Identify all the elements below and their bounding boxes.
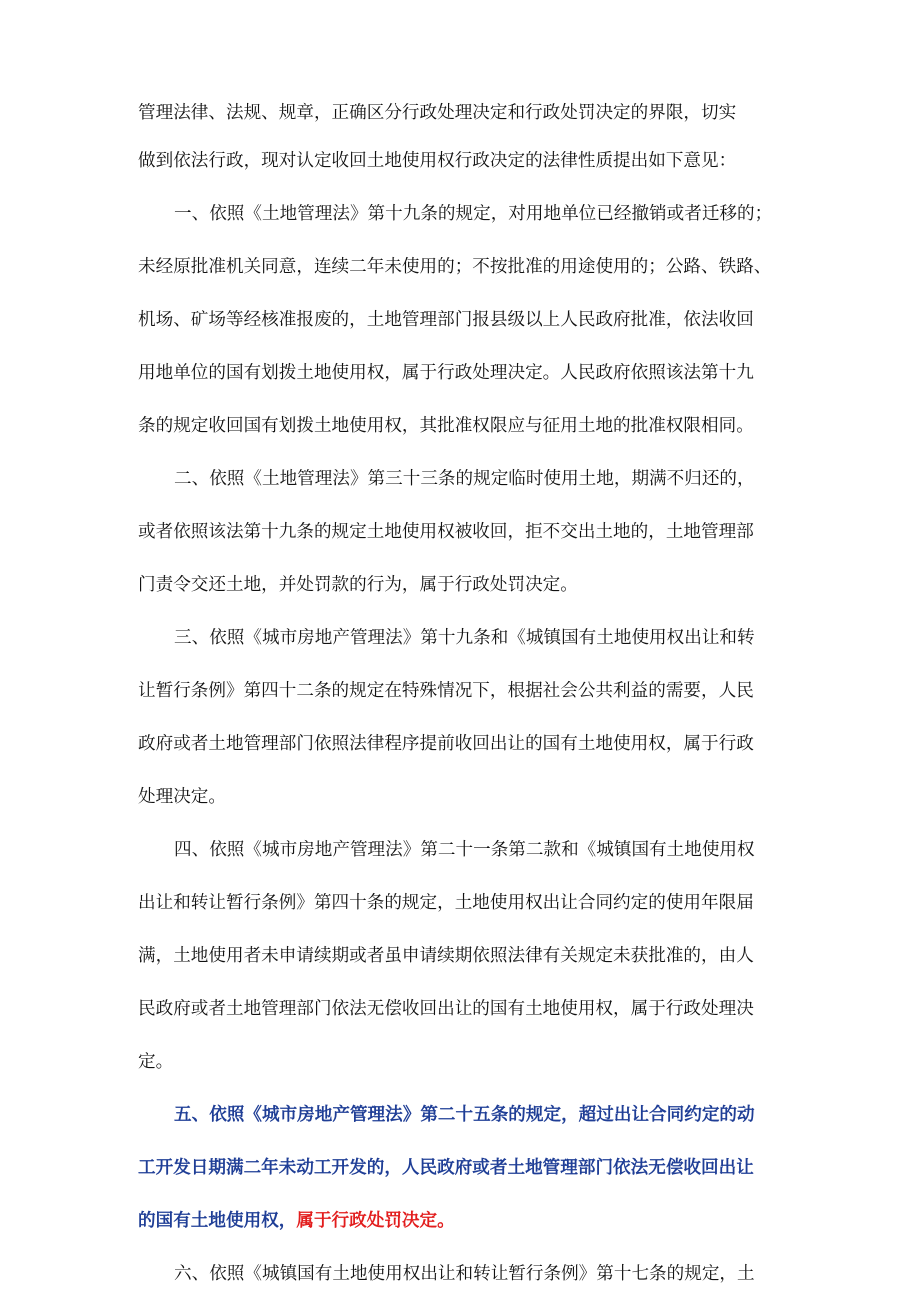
p4-line-4: 民政府或者土地管理部门依法无偿收回出让的国有土地使用权，属于行政处理决 <box>138 999 754 1019</box>
intro-line-1: 管理法律、法规、规章，正确区分行政处理决定和行政处罚决定的界限，切实 <box>138 103 737 123</box>
p2-line-3: 门责令交还土地，并处罚款的行为，属于行政处罚决定。 <box>138 575 578 595</box>
p3-line-1: 三、依照《城市房地产管理法》第十九条和《城镇国有土地使用权出让和转 <box>174 628 755 648</box>
intro-line-2: 做到依法行政，现对认定收回土地使用权行政决定的法律性质提出如下意见： <box>138 151 737 171</box>
document-body <box>138 100 798 1288</box>
p3-line-4: 处理决定。 <box>138 787 226 807</box>
p1-line-1: 一、依照《土地管理法》第十九条的规定，对用地单位已经撤销或者迁移的； <box>174 204 773 224</box>
p5-line-1: 五、依照《城市房地产管理法》第二十五条的规定，超过出让合同约定的动 <box>174 1105 755 1125</box>
p1-line-4: 用地单位的国有划拨土地使用权，属于行政处理决定。人民政府依照该法第十九 <box>138 363 754 383</box>
p4-line-1: 四、依照《城市房地产管理法》第二十一条第二款和《城镇国有土地使用权 <box>174 840 755 860</box>
p3-line-3: 政府或者土地管理部门依照法律程序提前收回出让的国有土地使用权，属于行政 <box>138 734 754 754</box>
p5-line-3-blue: 的国有土地使用权， <box>138 1211 297 1231</box>
p1-line-5: 条的规定收回国有划拨土地使用权，其批准权限应与征用土地的批准权限相同。 <box>138 416 754 436</box>
p3-line-2: 让暂行条例》第四十二条的规定在特殊情况下，根据社会公共利益的需要，人民 <box>138 681 754 701</box>
p5-line-3 <box>138 1208 798 1235</box>
p4-line-2: 出让和转让暂行条例》第四十条的规定，土地使用权出让合同约定的使用年限届 <box>138 893 754 913</box>
p5-conclusion-red: 属于行政处罚决定。 <box>296 1211 455 1231</box>
p2-line-1: 二、依照《土地管理法》第三十三条的规定临时使用土地，期满不归还的， <box>174 469 755 489</box>
p1-line-2: 未经原批准机关同意，连续二年未使用的；不按批准的用途使用的；公路、铁路、 <box>138 257 772 277</box>
p4-line-3: 满，土地使用者未申请续期或者虽申请续期依照法律有关规定未获批准的，由人 <box>138 946 754 966</box>
p1-line-3: 机场、矿场等经核准报废的，土地管理部门报县级以上人民政府批准，依法收回 <box>138 310 754 330</box>
p5-line-2: 工开发日期满二年未动工开发的，人民政府或者土地管理部门依法无偿收回出让 <box>138 1158 754 1178</box>
p4-line-5: 定。 <box>138 1052 174 1072</box>
p6-line-1: 六、依照《城镇国有土地使用权出让和转让暂行条例》第十七条的规定，土 <box>174 1264 755 1284</box>
p2-line-2: 或者依照该法第十九条的规定土地使用权被收回，拒不交出土地的，土地管理部 <box>138 522 754 542</box>
